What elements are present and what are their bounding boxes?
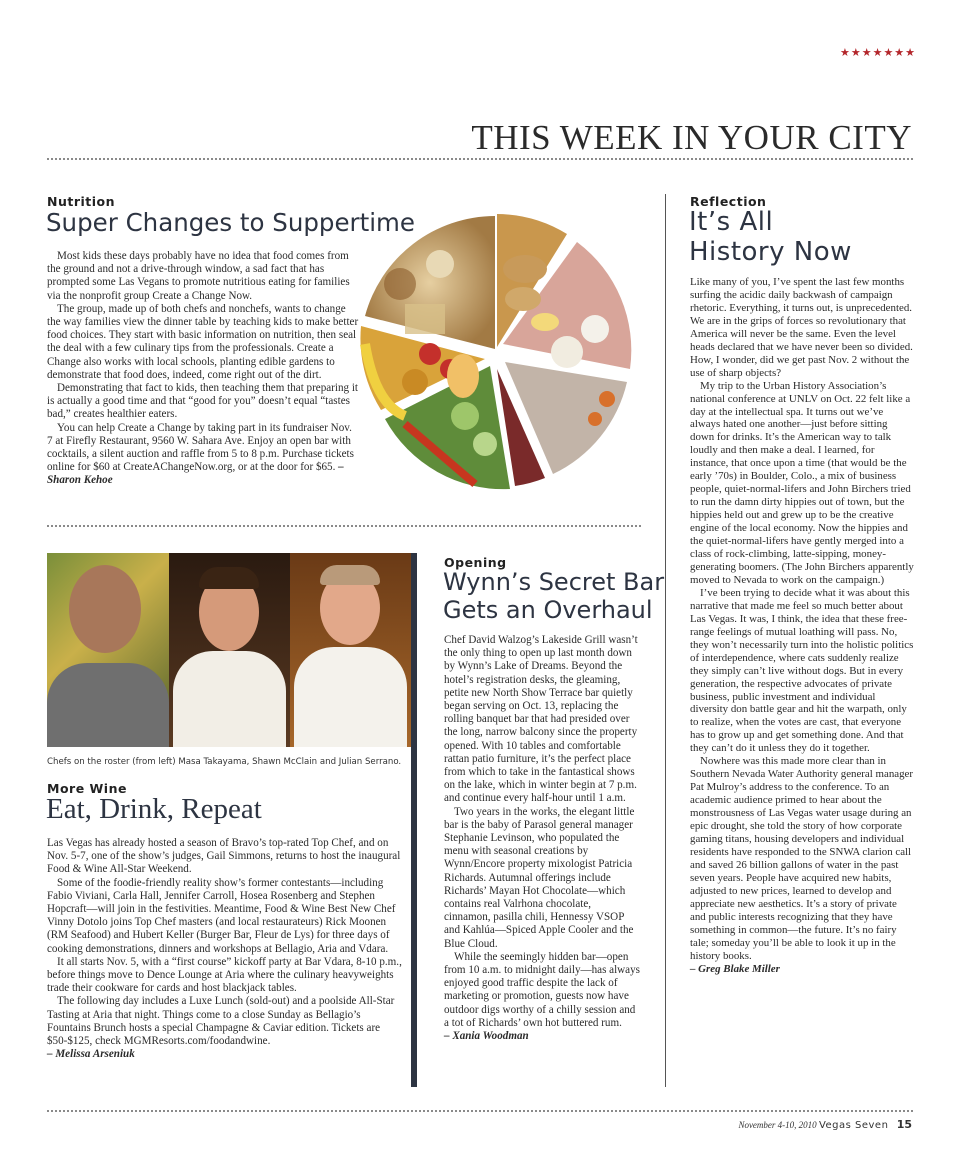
magazine-name: Vegas Seven: [818, 1120, 889, 1131]
nutrition-paragraph-1: Most kids these days probably have no idea that food comes from the ground and not a drive-through window, a sad fact that has prompted some Las Vegans to promote nutritious eating for families via the nonprofit group Create a Change Now.: [47, 250, 350, 302]
footer-divider: [47, 1110, 913, 1112]
reflection-column-rule: [665, 194, 666, 1087]
wine-paragraph-3: It all starts Nov. 5, with a “first course” kickoff party at Bar Vdara, 8-10 p.m., before things move to Dence Lounge at Aria where the culinary heavyweights trade their cookware for cards and host blackjack tables.: [47, 955, 402, 995]
photo-caption: Chefs on the roster (from left) Masa Takayama, Shawn McClain and Julian Serrano.: [47, 757, 402, 767]
section-title: THIS WEEK IN YOUR CITY: [471, 118, 912, 157]
nutrition-divider: [47, 525, 641, 527]
nutrition-body: [47, 250, 359, 488]
nutrition-paragraph-3: Demonstrating that fact to kids, then teaching them that preparing it is actually a good time and that “good for you” doesn’t equal “tastes bad,” creates healthier eaters.: [47, 382, 358, 421]
opening-headline: [443, 568, 664, 624]
wine-kicker: More Wine: [47, 781, 127, 796]
page-footer: [738, 1118, 912, 1131]
reflection-body: [690, 276, 914, 975]
chef-photo-julian-serrano: [290, 553, 411, 747]
reflection-headline-line-1: It’s All: [689, 207, 774, 237]
wine-byline: – Melissa Arseniuk: [47, 1048, 135, 1061]
opening-paragraph-2: Two years in the works, the elegant little bar is the baby of Parasol general manager Stephanie Levinson, who populated the menu with seasonal creations by Wynn/Encore property mixologist Patricia Richards. Autumnal offerings include Richards’ Mayan Hot Chocolate—which contains real Valrhona chocolate, cinnamon, pasilla chili, Hennessy VSOP and Kahlúa—Spiced Apple Cooler and the Blue Cloud.: [444, 805, 635, 950]
reflection-paragraph-3: I’ve been trying to decide what it was about this narrative that made me feel so much better about Las Vegas. It was, I think, the idea that these free-range feelings of mutual loathing will pass. No, they won’t necessarily turn into the holistic politics of interdependence, where cats suddenly realize they simply can’t live without dogs. But in every generation, the respective advocates of private business, public investment and individual diversity don battle gear and hit the warpath, only to realize, when the votes are cast, that everyone has to grow up and get something done. And that they can’t do it unless they do it together.: [690, 586, 914, 755]
reflection-paragraph-1: Like many of you, I’ve spent the last few months surfing the acidic daily backwash of campaign rhetoric. Everything, it turns out, is unprecedented. We are in the grips of forces so revolutionary that America will never be the same. Even the level heads declared that we have never been so divided. How, I wonder, did we get past Nov. 2 without the use of sharp objects?: [690, 276, 913, 379]
header-divider: [47, 158, 913, 160]
chef-photo-masa-takayama: [47, 553, 169, 747]
opening-paragraph-1: Chef David Walzog’s Lakeside Grill wasn’t the only thing to open up last month down by Wynn’s Lake of Dreams. Beyond the hotel’s registration desks, the gleaming, petite new North Show Terrace bar quietly began serving on Oct. 13, replacing the rolling banquet bar that had presided over the long, narrow balcony since the property opened. With 10 tables and comfortable rattan patio furniture, it’s the perfect place from which to take in the fantastical shows on the lake, which in winter begin at 7 p.m. and continue every half-hour until 1 a.m.: [444, 634, 638, 805]
opening-headline-line-1: Wynn’s Secret Bar: [443, 568, 665, 596]
nutrition-kicker: Nutrition: [47, 194, 116, 209]
nutrition-paragraph-4: You can help Create a Change by taking part in its fundraiser Nov. 7 at Firefly Restaurant, 9560 W. Sahara Ave. Enjoy an open bar with cocktails, a silent auction and raffle from 5 to 8 p.m. Purchase tickets online for $60 at CreateAChangeNow.org, or at the door for $65.: [47, 421, 354, 474]
reflection-kicker: Reflection: [690, 194, 767, 209]
nutrition-byline: – Sharon Kehoe: [47, 461, 344, 487]
opening-kicker: Opening: [444, 555, 507, 570]
nutrition-paragraph-2: The group, made up of both chefs and nonchefs, wants to change the way families view the dinner table by teaching kids to make better food choices. They start with basic information on nutrition, then seal the deal with a few culinary tips from the professionals. Create a Change also works with local schools, planting edible gardens to demonstrate that food does, indeed, come right out of the dirt.: [47, 302, 359, 381]
opening-paragraph-3: While the seemingly hidden bar—open from 10 a.m. to midnight daily—has always enjoyed good traffic despite the lack of marketing or promotion, guests now have outdoor digs worthy of a chilly session and a tot of Richards’ own hot buttered rum.: [444, 950, 640, 1029]
opening-body: [444, 634, 640, 1043]
wine-paragraph-1: Las Vegas has already hosted a season of Bravo’s top-rated Top Chef, and on Nov. 5-7, one of the show’s judges, Gail Simmons, returns to host the inaugural Food & Wine All-Star Weekend.: [47, 837, 401, 876]
reflection-paragraph-4: Nowhere was this made more clear than in Southern Nevada Water Authority general manager Pat Mulroy’s address to the conference. To an academic audience primed to hear about the monstrousness of Las Vegas water usage during an epic drought, she told the story of how corporate gaming titans, housing developers and individual residents have responded to the SNWA clarion call and saved 26 billion gallons of water in the past seven years. People have acquired new habits, adjusted to new prices, learned to develop and appreciate new aesthetics. It’s a story of private and public interests recognizing that they have something in common—the future. It’s no fairy tale; someday you’ll be able to look it up in the history books.: [690, 755, 914, 962]
nutrition-headline: Super Changes to Suppertime: [46, 208, 415, 237]
opening-headline-line-2: Gets an Overhaul: [443, 596, 653, 624]
food-wheel-illustration: [345, 204, 645, 502]
reflection-headline: [689, 207, 852, 267]
chef-photo-shawn-mcclain: [169, 553, 290, 747]
wine-paragraph-2: Some of the foodie-friendly reality show’s former contestants—including Fabio Viviani, Carla Hall, Jennifer Carroll, Hosea Rosenberg and Stephen Hopcraft—will join in the festivities. Meantime, Food & Wine Best New Chef Vinny Dotolo joins Top Chef masters (and local restaurateurs) Rick Moonen (RM Seafood) and Hubert Keller (Burger Bar, Fleur de Lys) for three days of cooking demonstrations, dinners and workshops at Bellagio, Aria and Vdara.: [47, 876, 396, 955]
chefs-photo: [47, 553, 411, 747]
reflection-paragraph-2: My trip to the Urban History Association’s national conference at UNLV on Oct. 22 felt like a day at the intellectual spa. It turns out we’ve always hated one another—just before sitting down for drinks. It’s the American way to talk loudly and then make a deal. I learned, for instance, that once upon a time (that would be the early ’70s) in Boulder, Colo., a mix of business people, quiet-normal-lifers and John Birchers tried to run the damn dirty hippies out of town, but the hippies held out and grew up to be the creative engine of the local economy. Now the hippies and the quiet-normal-lifers have gently merged into a class of rock-climbing, latte-sipping, money-generating boomers. (The John Birchers apparently moved to Nevada to work on the campaign.): [690, 379, 914, 586]
wine-paragraph-4: The following day includes a Luxe Lunch (sold-out) and a poolside All-Star Tasting at Aria that night. Things come to a close Sunday as Bellagio’s Fountains Brunch hosts a special Champagne & Caviar edition. Tickets are $50-$125, check MGMResorts.com/foodandwine.: [47, 995, 395, 1048]
wine-column-rule: [411, 553, 417, 1087]
wine-body: [47, 837, 403, 1061]
issue-date: November 4-10, 2010: [738, 1120, 817, 1130]
reflection-byline: – Greg Blake Miller: [690, 962, 780, 975]
page-number: 15: [896, 1118, 912, 1131]
reflection-headline-line-2: History Now: [689, 237, 852, 267]
star-rating-ornament: ★★★★★★★: [840, 47, 917, 59]
wine-headline: Eat, Drink, Repeat: [46, 793, 262, 825]
opening-byline: – Xania Woodman: [444, 1030, 529, 1043]
